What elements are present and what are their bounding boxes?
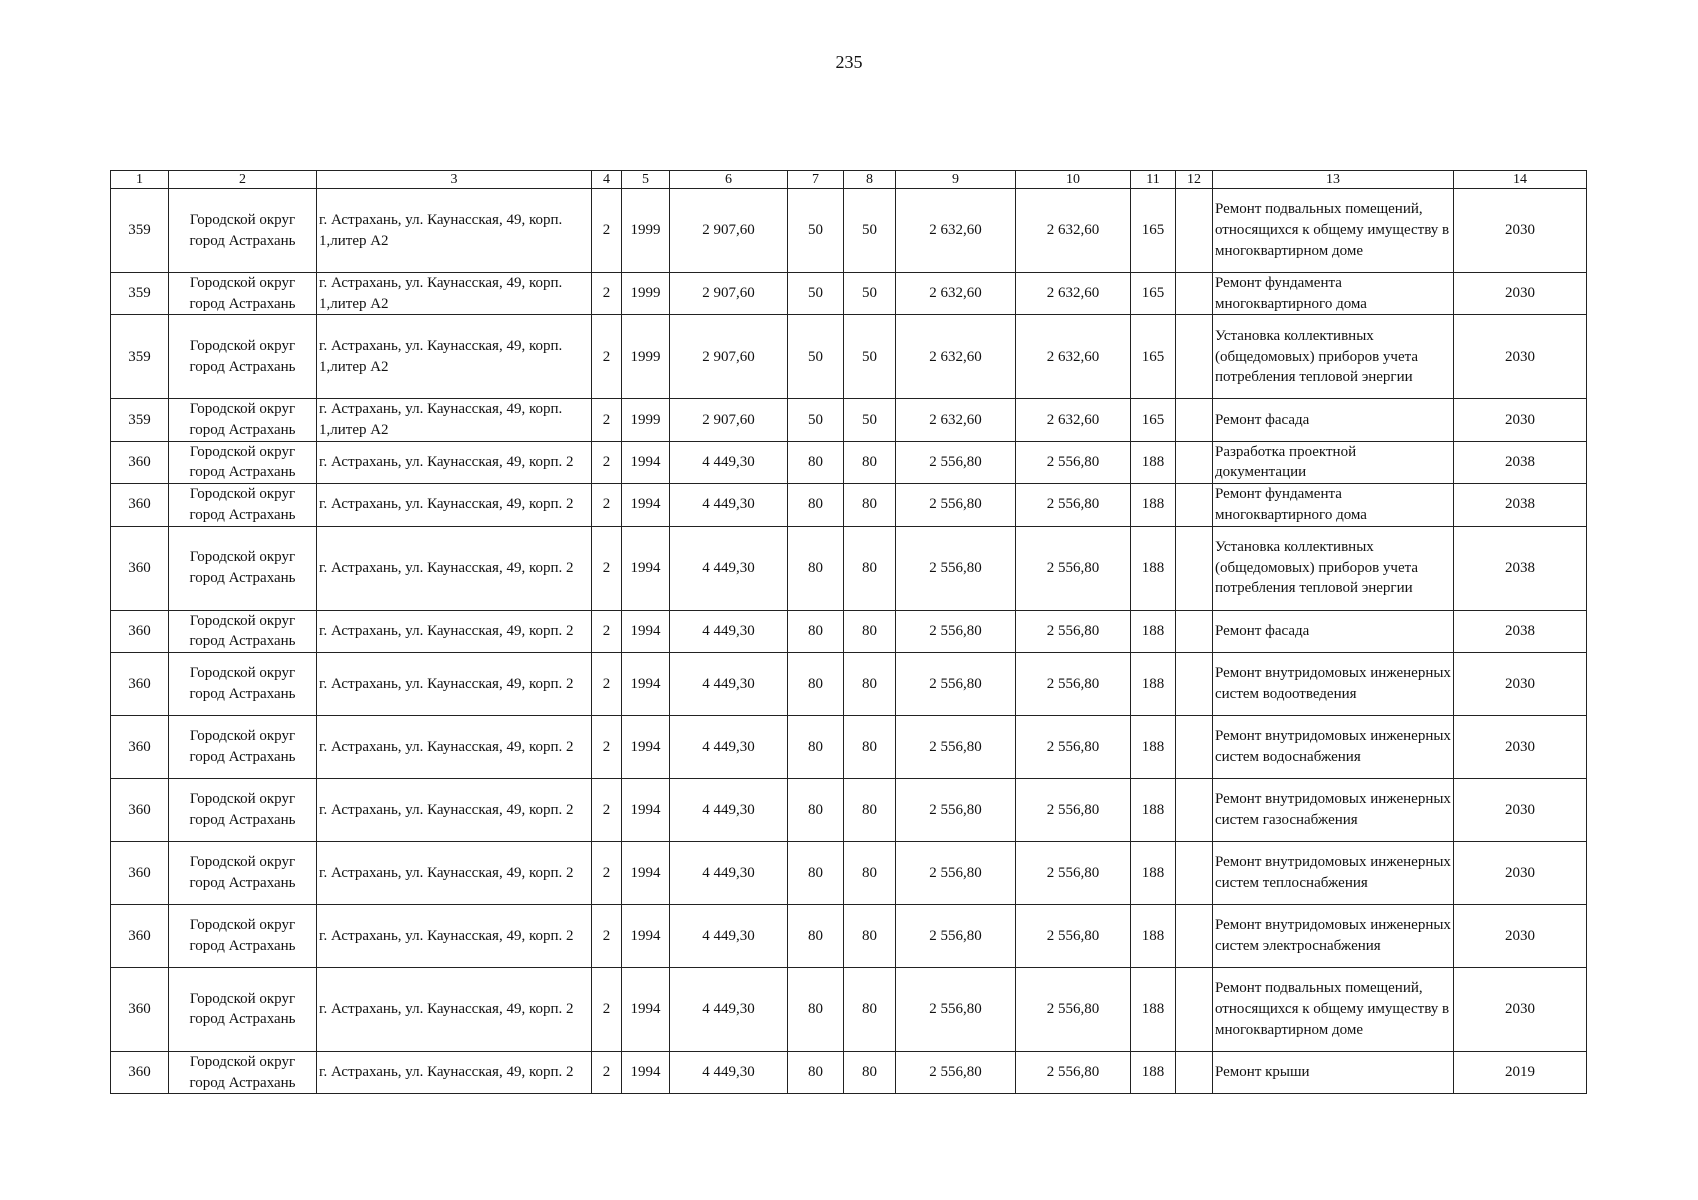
col10-area-cell: 2 632,60 [1016,399,1131,441]
col9-area-cell: 2 556,80 [896,441,1016,483]
col10-area-cell: 2 556,80 [1016,904,1131,967]
column-header: 9 [896,171,1016,189]
table-row [111,841,1587,904]
row-number-cell: 360 [111,841,169,904]
residents-cell: 188 [1131,484,1176,526]
row-number-cell: 360 [111,526,169,610]
col8-cell: 80 [844,967,896,1051]
total-area-cell: 2 907,60 [670,273,788,315]
floors-cell: 2 [592,526,622,610]
col10-area-cell: 2 556,80 [1016,652,1131,715]
table-row [111,904,1587,967]
row-number-cell: 359 [111,273,169,315]
residents-cell: 188 [1131,778,1176,841]
col8-cell: 80 [844,526,896,610]
row-number-cell: 359 [111,315,169,399]
col7-cell: 80 [788,526,844,610]
col7-cell: 80 [788,778,844,841]
floors-cell: 2 [592,484,622,526]
floors-cell: 2 [592,441,622,483]
work-type-cell: Установка коллективных (общедомовых) приборов учета потребления тепловой энергии [1213,526,1454,610]
col12-cell [1176,441,1213,483]
municipality-cell: Городской округ город Астрахань [169,1051,317,1093]
municipality-cell: Городской округ город Астрахань [169,189,317,273]
col7-cell: 80 [788,1051,844,1093]
year-cell: 1999 [622,273,670,315]
year-cell: 1994 [622,652,670,715]
total-area-cell: 4 449,30 [670,526,788,610]
address-cell: г. Астрахань, ул. Каунасская, 49, корп. 1,литер А2 [317,399,592,441]
year-cell: 1994 [622,441,670,483]
col9-area-cell: 2 556,80 [896,484,1016,526]
total-area-cell: 4 449,30 [670,610,788,652]
row-number-cell: 360 [111,778,169,841]
year-cell: 1994 [622,484,670,526]
work-type-cell: Ремонт внутридомовых инженерных систем электроснабжения [1213,904,1454,967]
col7-cell: 80 [788,967,844,1051]
col10-area-cell: 2 556,80 [1016,610,1131,652]
municipality-cell: Городской округ город Астрахань [169,441,317,483]
col8-cell: 80 [844,841,896,904]
col12-cell [1176,273,1213,315]
row-number-cell: 360 [111,967,169,1051]
col9-area-cell: 2 632,60 [896,189,1016,273]
work-type-cell: Ремонт подвальных помещений, относящихся к общему имуществу в многоквартирном доме [1213,967,1454,1051]
municipality-cell: Городской округ город Астрахань [169,904,317,967]
floors-cell: 2 [592,610,622,652]
row-number-cell: 360 [111,904,169,967]
year-cell: 1999 [622,399,670,441]
col8-cell: 80 [844,715,896,778]
row-number-cell: 360 [111,484,169,526]
table-row [111,399,1587,441]
column-number-row [111,171,1587,189]
planned-year-cell: 2019 [1454,1051,1587,1093]
total-area-cell: 4 449,30 [670,904,788,967]
residents-cell: 165 [1131,273,1176,315]
municipality-cell: Городской округ город Астрахань [169,610,317,652]
col9-area-cell: 2 556,80 [896,967,1016,1051]
table-row [111,778,1587,841]
col12-cell [1176,484,1213,526]
planned-year-cell: 2030 [1454,778,1587,841]
residents-cell: 188 [1131,526,1176,610]
work-type-cell: Ремонт внутридомовых инженерных систем теплоснабжения [1213,841,1454,904]
col9-area-cell: 2 556,80 [896,715,1016,778]
col7-cell: 80 [788,610,844,652]
residents-cell: 188 [1131,652,1176,715]
col8-cell: 50 [844,399,896,441]
address-cell: г. Астрахань, ул. Каунасская, 49, корп. 1,литер А2 [317,315,592,399]
col8-cell: 80 [844,778,896,841]
address-cell: г. Астрахань, ул. Каунасская, 49, корп. 2 [317,652,592,715]
total-area-cell: 4 449,30 [670,967,788,1051]
planned-year-cell: 2030 [1454,189,1587,273]
col10-area-cell: 2 556,80 [1016,778,1131,841]
total-area-cell: 4 449,30 [670,778,788,841]
address-cell: г. Астрахань, ул. Каунасская, 49, корп. 2 [317,778,592,841]
total-area-cell: 4 449,30 [670,441,788,483]
col9-area-cell: 2 632,60 [896,273,1016,315]
work-type-cell: Ремонт фундамента многоквартирного дома [1213,484,1454,526]
municipality-cell: Городской округ город Астрахань [169,841,317,904]
address-cell: г. Астрахань, ул. Каунасская, 49, корп. 2 [317,904,592,967]
column-header: 7 [788,171,844,189]
col10-area-cell: 2 556,80 [1016,526,1131,610]
work-type-cell: Ремонт подвальных помещений, относящихся к общему имуществу в многоквартирном доме [1213,189,1454,273]
total-area-cell: 4 449,30 [670,841,788,904]
work-type-cell: Ремонт внутридомовых инженерных систем водоснабжения [1213,715,1454,778]
residents-cell: 165 [1131,315,1176,399]
year-cell: 1994 [622,778,670,841]
col9-area-cell: 2 556,80 [896,1051,1016,1093]
floors-cell: 2 [592,315,622,399]
floors-cell: 2 [592,399,622,441]
col9-area-cell: 2 556,80 [896,652,1016,715]
work-type-cell: Разработка проектной документации [1213,441,1454,483]
planned-year-cell: 2038 [1454,441,1587,483]
residents-cell: 165 [1131,189,1176,273]
planned-year-cell: 2038 [1454,526,1587,610]
col10-area-cell: 2 556,80 [1016,441,1131,483]
work-type-cell: Ремонт внутридомовых инженерных систем газоснабжения [1213,778,1454,841]
column-header: 3 [317,171,592,189]
col8-cell: 80 [844,441,896,483]
total-area-cell: 2 907,60 [670,189,788,273]
col8-cell: 50 [844,273,896,315]
residents-cell: 188 [1131,1051,1176,1093]
total-area-cell: 4 449,30 [670,652,788,715]
col7-cell: 80 [788,715,844,778]
table-row [111,715,1587,778]
residents-cell: 188 [1131,967,1176,1051]
municipality-cell: Городской округ город Астрахань [169,967,317,1051]
col7-cell: 50 [788,315,844,399]
col12-cell [1176,1051,1213,1093]
floors-cell: 2 [592,652,622,715]
column-header: 6 [670,171,788,189]
col9-area-cell: 2 556,80 [896,778,1016,841]
col7-cell: 80 [788,484,844,526]
address-cell: г. Астрахань, ул. Каунасская, 49, корп. 2 [317,1051,592,1093]
municipality-cell: Городской округ город Астрахань [169,484,317,526]
planned-year-cell: 2030 [1454,715,1587,778]
col8-cell: 80 [844,484,896,526]
row-number-cell: 360 [111,1051,169,1093]
col12-cell [1176,652,1213,715]
address-cell: г. Астрахань, ул. Каунасская, 49, корп. 2 [317,967,592,1051]
residents-cell: 188 [1131,904,1176,967]
col10-area-cell: 2 556,80 [1016,841,1131,904]
residents-cell: 188 [1131,610,1176,652]
municipality-cell: Городской округ город Астрахань [169,315,317,399]
table-row [111,189,1587,273]
table-row [111,273,1587,315]
column-header: 8 [844,171,896,189]
repair-program-table [110,170,1587,1094]
floors-cell: 2 [592,189,622,273]
work-type-cell: Ремонт крыши [1213,1051,1454,1093]
municipality-cell: Городской округ город Астрахань [169,778,317,841]
planned-year-cell: 2030 [1454,315,1587,399]
page-number: 235 [835,52,863,72]
col10-area-cell: 2 556,80 [1016,484,1131,526]
planned-year-cell: 2030 [1454,652,1587,715]
work-type-cell: Ремонт фасада [1213,610,1454,652]
address-cell: г. Астрахань, ул. Каунасская, 49, корп. 2 [317,484,592,526]
col10-area-cell: 2 632,60 [1016,189,1131,273]
total-area-cell: 4 449,30 [670,1051,788,1093]
col9-area-cell: 2 556,80 [896,841,1016,904]
planned-year-cell: 2030 [1454,967,1587,1051]
column-header: 13 [1213,171,1454,189]
column-header: 5 [622,171,670,189]
year-cell: 1999 [622,315,670,399]
col7-cell: 80 [788,841,844,904]
year-cell: 1994 [622,526,670,610]
col12-cell [1176,399,1213,441]
table-row [111,1051,1587,1093]
column-header: 14 [1454,171,1587,189]
planned-year-cell: 2030 [1454,904,1587,967]
col8-cell: 50 [844,315,896,399]
col12-cell [1176,189,1213,273]
col8-cell: 50 [844,189,896,273]
total-area-cell: 4 449,30 [670,715,788,778]
column-header: 4 [592,171,622,189]
col12-cell [1176,715,1213,778]
row-number-cell: 359 [111,399,169,441]
col9-area-cell: 2 556,80 [896,526,1016,610]
col9-area-cell: 2 632,60 [896,399,1016,441]
floors-cell: 2 [592,841,622,904]
col8-cell: 80 [844,652,896,715]
residents-cell: 188 [1131,441,1176,483]
col9-area-cell: 2 556,80 [896,610,1016,652]
col10-area-cell: 2 632,60 [1016,273,1131,315]
address-cell: г. Астрахань, ул. Каунасская, 49, корп. 1,литер А2 [317,273,592,315]
total-area-cell: 2 907,60 [670,399,788,441]
row-number-cell: 360 [111,441,169,483]
col12-cell [1176,778,1213,841]
col9-area-cell: 2 556,80 [896,904,1016,967]
col7-cell: 50 [788,273,844,315]
municipality-cell: Городской округ город Астрахань [169,526,317,610]
floors-cell: 2 [592,273,622,315]
table-row [111,484,1587,526]
row-number-cell: 360 [111,652,169,715]
col7-cell: 80 [788,904,844,967]
municipality-cell: Городской округ город Астрахань [169,715,317,778]
table-row [111,526,1587,610]
col12-cell [1176,904,1213,967]
col9-area-cell: 2 632,60 [896,315,1016,399]
municipality-cell: Городской округ город Астрахань [169,399,317,441]
planned-year-cell: 2030 [1454,399,1587,441]
col8-cell: 80 [844,904,896,967]
floors-cell: 2 [592,1051,622,1093]
col12-cell [1176,967,1213,1051]
col7-cell: 50 [788,189,844,273]
col12-cell [1176,315,1213,399]
col7-cell: 50 [788,399,844,441]
floors-cell: 2 [592,967,622,1051]
col7-cell: 80 [788,441,844,483]
year-cell: 1994 [622,1051,670,1093]
column-header: 1 [111,171,169,189]
floors-cell: 2 [592,778,622,841]
year-cell: 1994 [622,841,670,904]
column-header: 11 [1131,171,1176,189]
year-cell: 1994 [622,715,670,778]
year-cell: 1999 [622,189,670,273]
work-type-cell: Установка коллективных (общедомовых) приборов учета потребления тепловой энергии [1213,315,1454,399]
row-number-cell: 359 [111,189,169,273]
year-cell: 1994 [622,967,670,1051]
table-row [111,441,1587,483]
work-type-cell: Ремонт фундамента многоквартирного дома [1213,273,1454,315]
col8-cell: 80 [844,610,896,652]
table-row [111,610,1587,652]
col10-area-cell: 2 556,80 [1016,715,1131,778]
col12-cell [1176,841,1213,904]
address-cell: г. Астрахань, ул. Каунасская, 49, корп. 2 [317,841,592,904]
col8-cell: 80 [844,1051,896,1093]
municipality-cell: Городской округ город Астрахань [169,273,317,315]
row-number-cell: 360 [111,610,169,652]
col12-cell [1176,526,1213,610]
address-cell: г. Астрахань, ул. Каунасская, 49, корп. 2 [317,441,592,483]
total-area-cell: 4 449,30 [670,484,788,526]
col7-cell: 80 [788,652,844,715]
table-body [111,189,1587,1094]
col12-cell [1176,610,1213,652]
floors-cell: 2 [592,715,622,778]
address-cell: г. Астрахань, ул. Каунасская, 49, корп. 2 [317,715,592,778]
planned-year-cell: 2030 [1454,841,1587,904]
column-header: 2 [169,171,317,189]
municipality-cell: Городской округ город Астрахань [169,652,317,715]
table-row [111,315,1587,399]
table-row [111,652,1587,715]
planned-year-cell: 2030 [1454,273,1587,315]
column-header: 10 [1016,171,1131,189]
address-cell: г. Астрахань, ул. Каунасская, 49, корп. 2 [317,526,592,610]
total-area-cell: 2 907,60 [670,315,788,399]
year-cell: 1994 [622,610,670,652]
row-number-cell: 360 [111,715,169,778]
address-cell: г. Астрахань, ул. Каунасская, 49, корп. 2 [317,610,592,652]
floors-cell: 2 [592,904,622,967]
table-row [111,967,1587,1051]
year-cell: 1994 [622,904,670,967]
work-type-cell: Ремонт фасада [1213,399,1454,441]
work-type-cell: Ремонт внутридомовых инженерных систем водоотведения [1213,652,1454,715]
col10-area-cell: 2 556,80 [1016,967,1131,1051]
column-header: 12 [1176,171,1213,189]
residents-cell: 188 [1131,841,1176,904]
col10-area-cell: 2 632,60 [1016,315,1131,399]
planned-year-cell: 2038 [1454,484,1587,526]
residents-cell: 165 [1131,399,1176,441]
residents-cell: 188 [1131,715,1176,778]
table-header [111,171,1587,189]
planned-year-cell: 2038 [1454,610,1587,652]
col10-area-cell: 2 556,80 [1016,1051,1131,1093]
address-cell: г. Астрахань, ул. Каунасская, 49, корп. 1,литер А2 [317,189,592,273]
